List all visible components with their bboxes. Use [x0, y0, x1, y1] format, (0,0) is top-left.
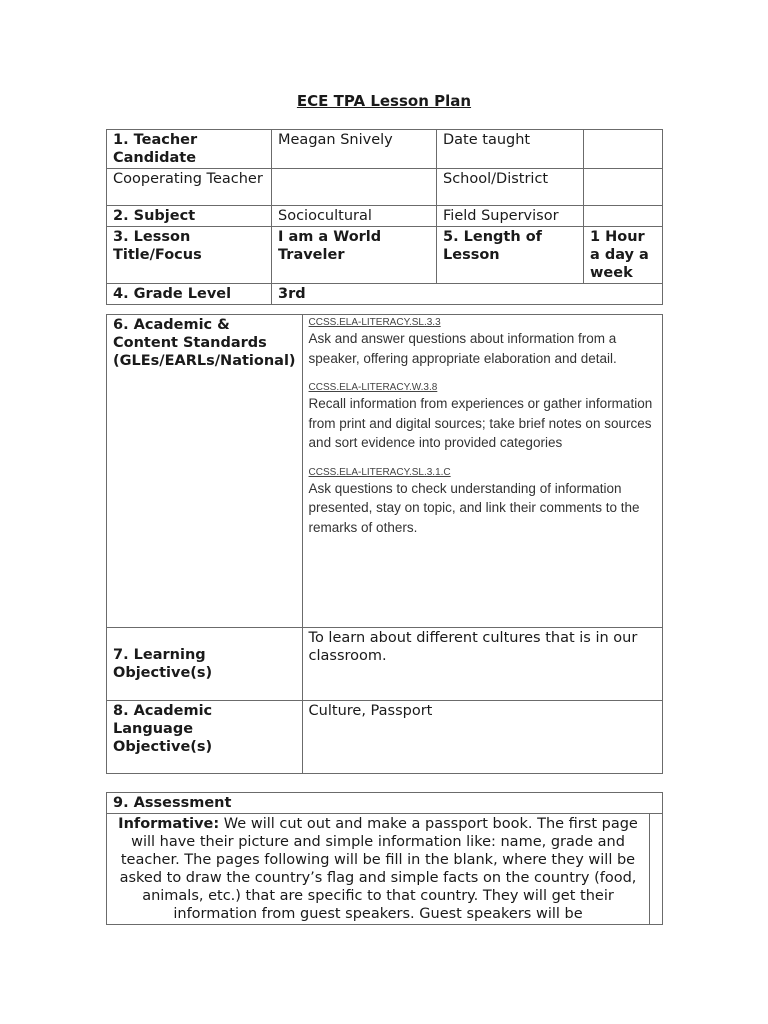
teacher-candidate-value: Meagan Snively	[272, 130, 437, 169]
informative-text: We will cut out and make a passport book. The first page will have their picture and simple information like: name, grade and teacher. The pages following will be fill in the blank, where they will be asked to draw the country’s flag and simple facts on the country (food, animals, etc.) that are specific to that country. They will get their information from guest speakers. Guest speakers will be	[119, 816, 638, 922]
assessment-informative	[107, 814, 650, 925]
date-taught-label: Date taught	[437, 130, 584, 169]
language-objective-value: Culture, Passport	[302, 701, 662, 774]
field-supervisor-label: Field Supervisor	[437, 206, 584, 227]
standard-item	[309, 382, 656, 453]
lesson-title-label: 3. Lesson Title/Focus	[107, 227, 272, 284]
assessment-label: 9. Assessment	[107, 793, 663, 814]
subject-label: 2. Subject	[107, 206, 272, 227]
learning-objective-label: 7. Learning Objective(s)	[107, 628, 303, 701]
standard-code[interactable]: CCSS.ELA-LITERACY.W.3.8	[308, 382, 438, 393]
school-district-label: School/District	[437, 169, 584, 206]
grade-level-label: 4. Grade Level	[107, 284, 272, 305]
cooperating-teacher-label: Cooperating Teacher	[107, 169, 272, 206]
teacher-candidate-label: 1. Teacher Candidate	[107, 130, 272, 169]
standards-label: 6. Academic & Content Standards (GLEs/EARLs/National)	[107, 315, 303, 628]
school-district-value	[584, 169, 663, 206]
standard-code[interactable]: CCSS.ELA-LITERACY.SL.3.3	[308, 317, 441, 328]
learning-objective-value: To learn about different cultures that is in our classroom.	[302, 628, 662, 701]
lesson-title-value: I am a World Traveler	[272, 227, 437, 284]
document-title: ECE TPA Lesson Plan	[296, 92, 472, 110]
standards-list	[302, 315, 662, 628]
cooperating-teacher-value	[272, 169, 437, 206]
standard-text: Recall information from experiences or gather information from print and digital sources; take brief notes on sources and sort evidence into provided categories	[308, 396, 653, 450]
informative-label: Informative:	[118, 816, 220, 832]
assessment-table	[106, 792, 663, 925]
field-supervisor-value	[584, 206, 663, 227]
grade-level-value: 3rd	[272, 284, 663, 305]
standard-code[interactable]: CCSS.ELA-LITERACY.SL.3.1.C	[308, 466, 451, 478]
language-objective-label: 8. Academic Language Objective(s)	[107, 701, 303, 774]
standard-item	[309, 467, 656, 538]
subject-value: Sociocultural	[272, 206, 437, 227]
assessment-side-cell	[650, 814, 663, 925]
lesson-length-value: 1 Hour a day a week	[584, 227, 663, 284]
standard-item	[309, 317, 656, 368]
standards-objectives-table	[106, 314, 663, 774]
standard-text: Ask and answer questions about information from a speaker, offering appropriate elaboration and detail.	[308, 331, 617, 366]
lesson-length-label: 5. Length of Lesson	[437, 227, 584, 284]
lesson-info-table	[106, 129, 663, 305]
standard-text: Ask questions to check understanding of information presented, stay on topic, and link their comments to the remarks of others.	[308, 480, 640, 535]
date-taught-value	[584, 130, 663, 169]
